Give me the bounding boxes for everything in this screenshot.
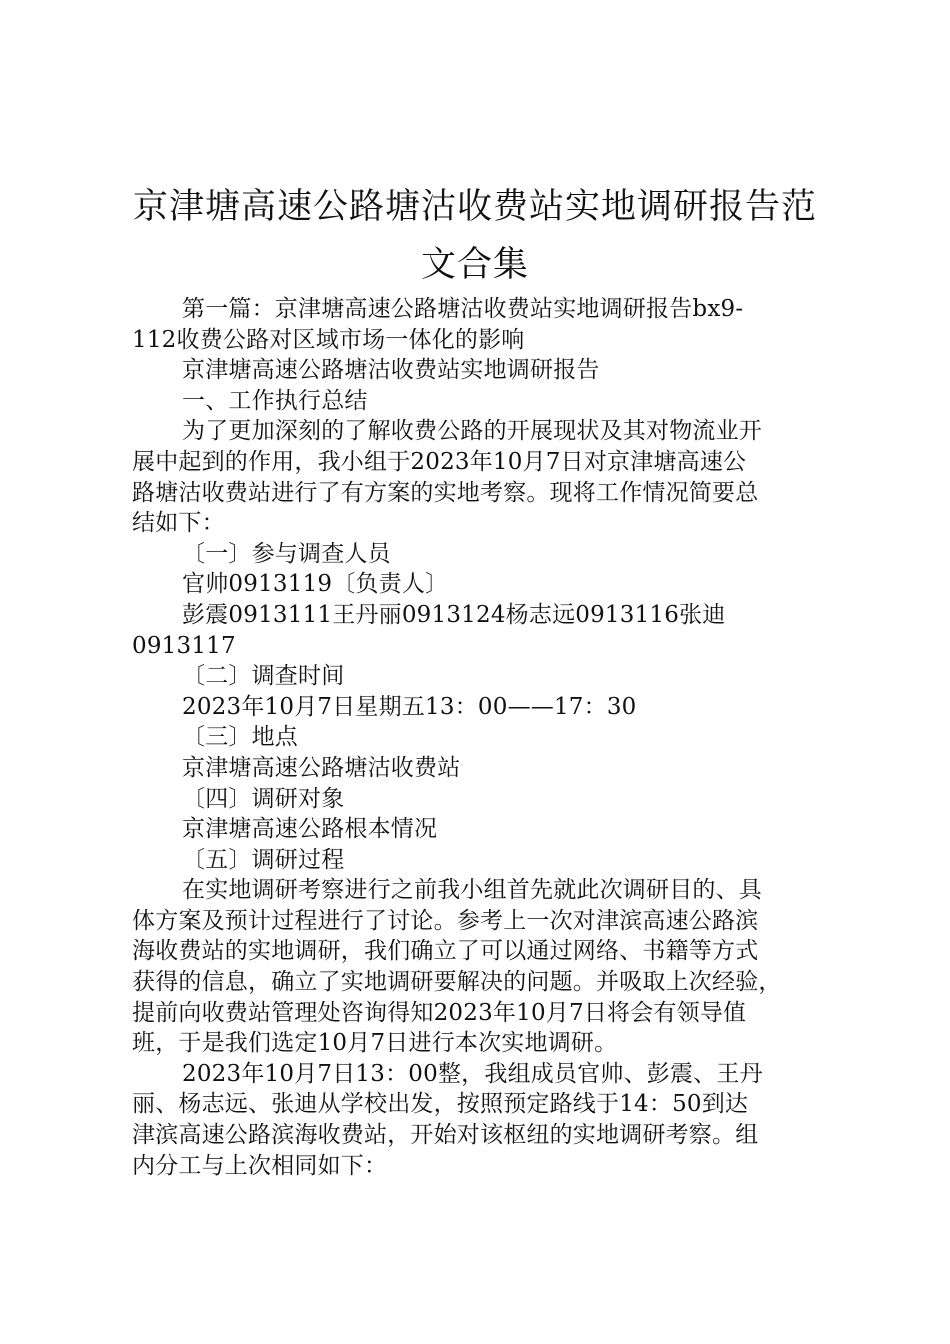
body-line: 〔五〕调研过程 (182, 846, 345, 873)
document-title-line-2: 文合集 (420, 245, 529, 285)
body-line: 第一篇：京津塘高速公路塘沽收费站实地调研报告bx9- (182, 296, 744, 322)
document-body (132, 294, 822, 1181)
body-line: 〔三〕地点 (182, 724, 298, 751)
body-line: 112收费公路对区域市场一体化的影响 (132, 326, 525, 353)
body-line: 为了更加深刻的了解收费公路的开展现状及其对物流业开 (182, 418, 762, 445)
body-line: 彭震0913111王丹丽0913124杨志远0913116张迪 (182, 601, 726, 628)
body-line: 〔二〕调查时间 (182, 663, 345, 690)
body-line: 京津塘高速公路塘沽收费站 (182, 754, 461, 781)
body-line: 丽、杨志远、张迪从学校出发，按照预定路线于14：50到达 (132, 1091, 749, 1118)
body-line: 2023年10月7日13：00整，我组成员官帅、彭震、王丹 (182, 1060, 763, 1087)
body-line: 展中起到的作用，我小组于2023年10月7日对京津塘高速公 (132, 448, 747, 475)
body-line: 2023年10月7日星期五13：00——17：30 (182, 693, 637, 720)
body-line: 京津塘高速公路根本情况 (182, 816, 438, 843)
body-line: 获得的信息，确立了实地调研要解决的问题。并吸取上次经验， (132, 969, 782, 996)
body-line: 体方案及预计过程进行了讨论。参考上一次对津滨高速公路滨 (132, 907, 759, 934)
body-line: 内分工与上次相同如下： (132, 1152, 388, 1179)
body-line: 班，于是我们选定10月7日进行本次实地调研。 (132, 1030, 618, 1057)
body-line: 〔四〕调研对象 (182, 785, 345, 812)
body-line: 提前向收费站管理处咨询得知2023年10月7日将会有领导值 (132, 999, 747, 1026)
body-line: 海收费站的实地调研，我们确立了可以通过网络、书籍等方式 (132, 938, 759, 965)
body-line: 京津塘高速公路塘沽收费站实地调研报告 (182, 357, 600, 384)
body-line: 结如下： (132, 510, 225, 537)
body-line: 〔一〕参与调查人员 (182, 540, 391, 567)
document-title-line-1: 京津塘高速公路塘沽收费站实地调研报告范 (132, 187, 817, 227)
body-line: 津滨高速公路滨海收费站，开始对该枢纽的实地调研考察。组 (132, 1122, 759, 1149)
body-line: 在实地调研考察进行之前我小组首先就此次调研目的、具 (182, 877, 762, 904)
body-line: 官帅0913119〔负责人〕 (182, 571, 449, 598)
body-line: 一、工作执行总结 (182, 387, 368, 414)
body-line: 0913117 (132, 632, 236, 659)
body-line: 路塘沽收费站进行了有方案的实地考察。现将工作情况简要总 (132, 479, 759, 506)
